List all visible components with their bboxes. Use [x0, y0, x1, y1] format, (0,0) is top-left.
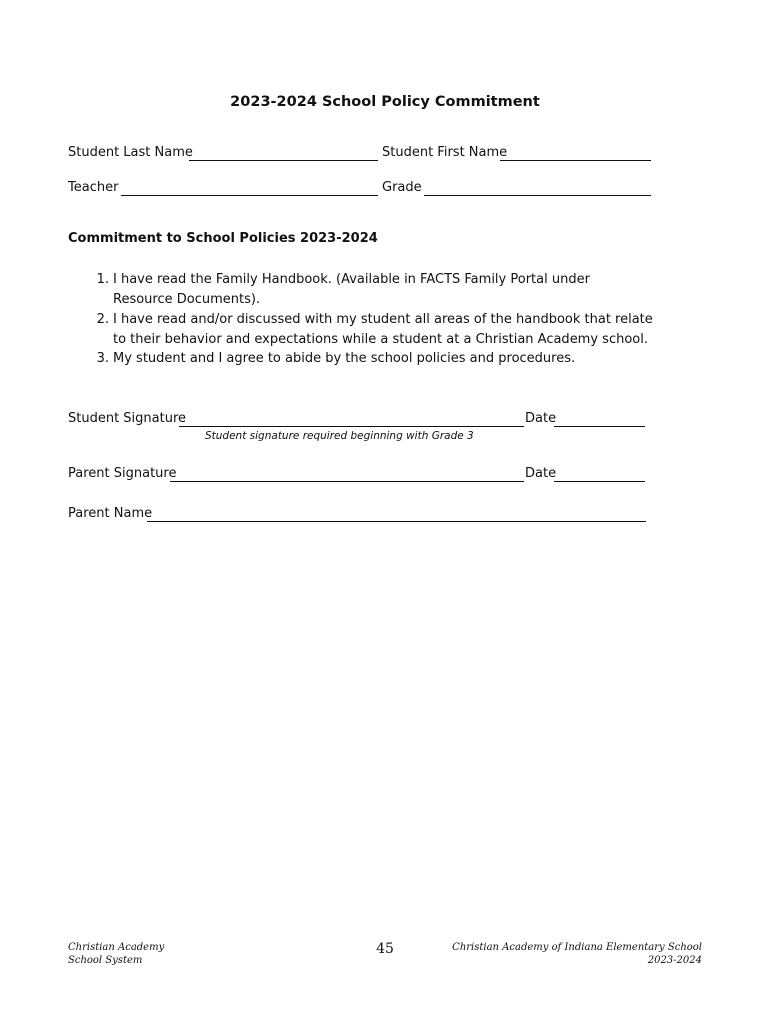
page-title: 2023-2024 School Policy Commitment [230, 94, 540, 110]
list-item-number: 2. [96, 312, 109, 327]
teacher-field[interactable] [121, 195, 378, 196]
list-item-number: 3. [96, 351, 109, 366]
footer-right [452, 941, 702, 967]
signature-note: Student signature required beginning with Grade 3 [205, 430, 474, 442]
student-date-field[interactable] [554, 426, 645, 427]
parent-signature-field[interactable] [170, 481, 524, 482]
footer-left-line2: School System [68, 955, 143, 966]
list-item-number: 1. [96, 272, 109, 287]
page-number: 45 [376, 941, 394, 957]
teacher-label: Teacher [68, 180, 119, 195]
section-heading: Commitment to School Policies 2023-2024 [68, 231, 378, 246]
student-first-name-field[interactable] [500, 160, 651, 161]
footer-right-line2: 2023-2024 [647, 955, 702, 966]
parent-date-label: Date [525, 466, 557, 481]
student-last-name-field[interactable] [189, 160, 378, 161]
student-date-label: Date [525, 411, 557, 426]
parent-date-field[interactable] [554, 481, 645, 482]
grade-field[interactable] [424, 195, 651, 196]
list-item-text: I have read and/or discussed with my student all areas of the handbook that relate to their behavior and expectations while a student at a Christian Academy school. [113, 312, 653, 347]
student-signature-field[interactable] [179, 426, 524, 427]
parent-name-field[interactable] [147, 521, 646, 522]
student-last-name-label: Student Last Name [68, 145, 193, 160]
student-first-name-label: Student First Name [382, 145, 508, 160]
footer-left-line1: Christian Academy [68, 942, 165, 953]
parent-name-label: Parent Name [68, 506, 153, 521]
list-item-text: My student and I agree to abide by the school policies and procedures. [113, 351, 576, 366]
student-signature-label: Student Signature [68, 411, 187, 426]
footer-right-line1: Christian Academy of Indiana Elementary School [452, 942, 702, 953]
list-item-text: I have read the Family Handbook. (Available in FACTS Family Portal under Resource Documents). [113, 272, 590, 307]
parent-signature-label: Parent Signature [68, 466, 177, 481]
grade-label: Grade [382, 180, 422, 195]
